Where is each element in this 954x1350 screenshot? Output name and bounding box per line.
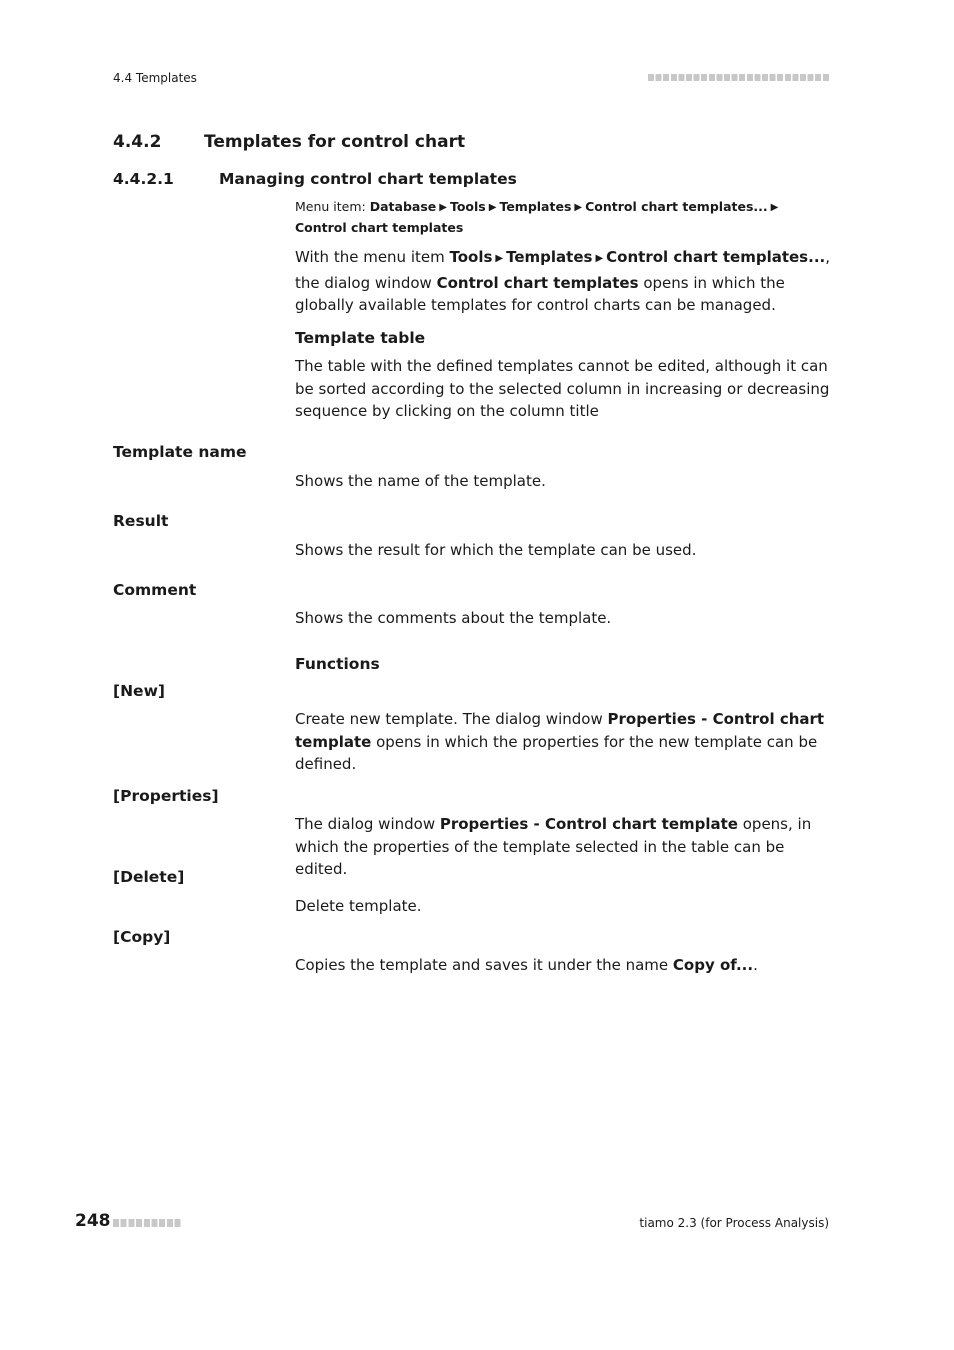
- intro-bold: Control chart templates: [436, 273, 639, 292]
- desc-text: The dialog window: [295, 815, 440, 833]
- desc-bold: Properties - Control chart template: [295, 710, 825, 751]
- menu-path-item: Database: [369, 199, 437, 214]
- functions-heading: Functions: [295, 655, 380, 673]
- arrow-right-icon: ▶: [495, 253, 504, 264]
- subsection-heading: [113, 170, 517, 188]
- arrow-right-icon: ▶: [488, 202, 497, 213]
- template-table-heading: Template table: [295, 329, 426, 347]
- intro-text: opens in which the globally available templates for control charts can be managed.: [295, 273, 785, 314]
- term-copy: [Copy]: [113, 928, 171, 946]
- menu-path-item: Tools: [449, 199, 486, 214]
- desc-text: Create new template. The dialog window: [295, 710, 608, 728]
- arrow-right-icon: ▶: [595, 253, 604, 264]
- section-heading: [113, 132, 465, 152]
- section-title: Templates for control chart: [204, 132, 466, 152]
- desc-delete: Delete template.: [295, 897, 422, 915]
- term-result: Result: [113, 512, 169, 530]
- intro-bold: Templates: [506, 248, 593, 266]
- template-table-text: The table with the defined templates cannot be edited, although it can be sorted according to the selected column in increasing or decreasing sequence by clicking on the column title: [295, 357, 830, 420]
- desc-bold: Properties - Control chart template: [439, 815, 738, 833]
- intro-bold: Control chart templates...: [606, 248, 826, 266]
- menu-item-path: [295, 197, 830, 237]
- arrow-right-icon: ▶: [770, 202, 779, 213]
- intro-paragraph: [295, 246, 835, 317]
- subsection-number: 4.4.2.1: [113, 170, 174, 188]
- desc-template-name: Shows the name of the template.: [295, 472, 546, 490]
- menu-path-item: Control chart templates: [295, 220, 464, 235]
- term-template-name: Template name: [113, 443, 247, 461]
- arrow-right-icon: ▶: [439, 202, 447, 213]
- term-comment: Comment: [113, 581, 197, 599]
- desc-text: .: [753, 956, 758, 974]
- term-properties: [Properties]: [113, 787, 219, 805]
- menu-path-item: Templates: [499, 199, 572, 214]
- subsection-title: Managing control chart templates: [219, 170, 517, 188]
- running-header: 4.4 Templates: [113, 71, 197, 85]
- term-new: [New]: [113, 682, 165, 700]
- page-number: 248: [75, 1211, 111, 1231]
- menu-path-item: Control chart templates...: [585, 199, 768, 214]
- desc-bold: Copy of...: [672, 956, 754, 974]
- header-decoration: [648, 74, 829, 81]
- intro-text: With the menu item: [295, 248, 450, 266]
- menu-item-prefix: Menu item:: [295, 199, 370, 214]
- section-number: 4.4.2: [113, 132, 162, 152]
- arrow-right-icon: ▶: [574, 202, 583, 213]
- intro-text: , the dialog window: [295, 248, 830, 292]
- intro-bold: Tools: [449, 248, 493, 266]
- desc-text: opens, in which the properties of the template selected in the table can be edited.: [295, 815, 812, 878]
- desc-copy: [295, 954, 835, 977]
- footer-decoration: [113, 1219, 181, 1227]
- desc-result: Shows the result for which the template can be used.: [295, 541, 697, 559]
- desc-text: Copies the template and saves it under the name: [295, 956, 673, 974]
- desc-comment: Shows the comments about the template.: [295, 609, 612, 627]
- desc-text: opens in which the properties for the new template can be defined.: [295, 732, 818, 773]
- product-name: tiamo 2.3 (for Process Analysis): [639, 1216, 829, 1230]
- desc-new: [295, 708, 835, 776]
- term-delete: [Delete]: [113, 868, 185, 886]
- desc-properties: [295, 813, 835, 881]
